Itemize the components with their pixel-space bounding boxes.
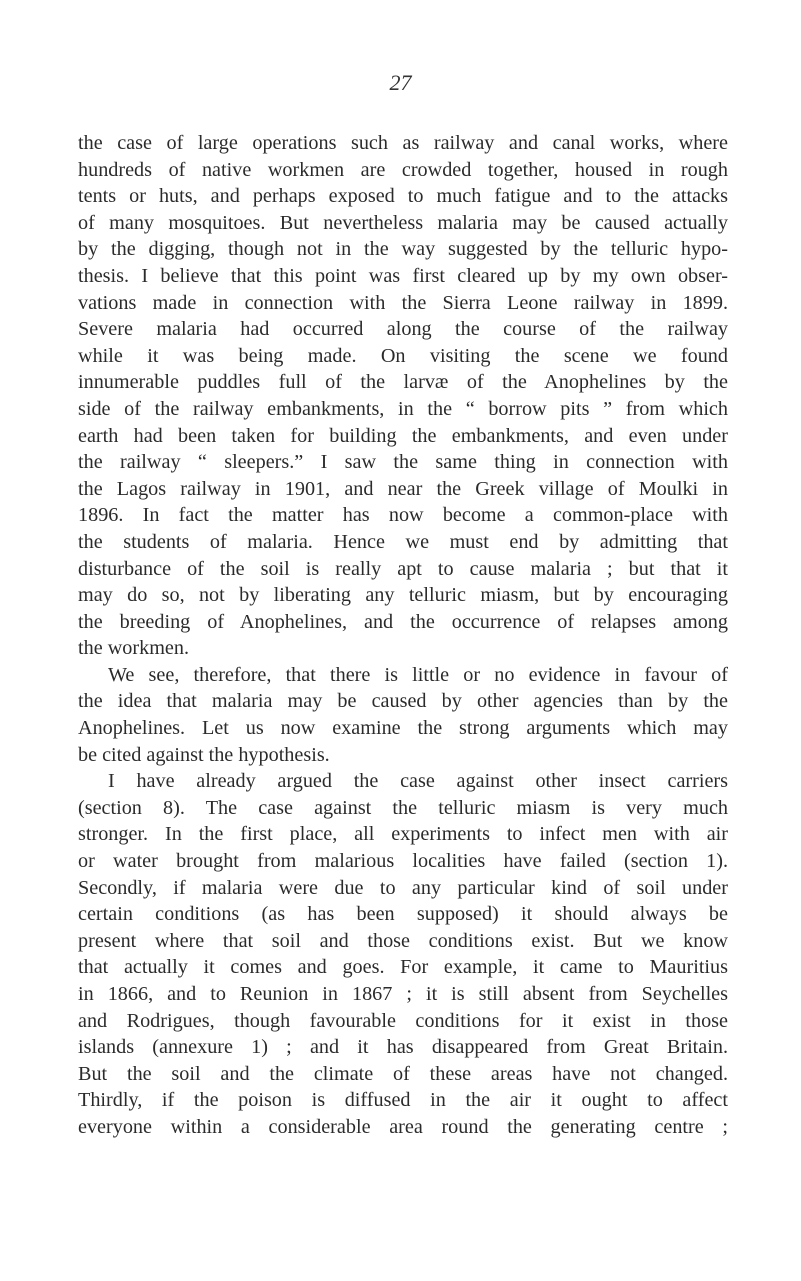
text-line: 1896. In fact the matter has now become a common-place with: [78, 504, 728, 527]
text-line: in 1866, and to Reunion in 1867 ; it is still absent from Seychelles: [78, 983, 728, 1005]
text-line: certain conditions (as has been supposed) it should always be: [78, 903, 728, 926]
text-line: thesis. I believe that this point was first cleared up by my own obser-: [78, 264, 728, 287]
text-line: side of the railway embankments, in the “ borrow pits ” from which: [78, 397, 728, 420]
text-line: innumerable puddles full of the larvæ of the Anophelines by the: [78, 371, 728, 394]
text-line: But the soil and the climate of these areas have not changed.: [78, 1062, 728, 1085]
text-line: that actually it comes and goes. For example, it came to Mauritius: [78, 956, 728, 979]
text-line: the railway “ sleepers.” I saw the same thing in connection with: [78, 451, 728, 474]
text-line: Secondly, if malaria were due to any particular kind of soil under: [78, 876, 728, 899]
text-line: and Rodrigues, though favourable conditions for it exist in those: [78, 1009, 728, 1032]
text-line: or water brought from malarious localities have failed (section 1).: [78, 850, 728, 873]
text-line: We see, therefore, that there is little or no evidence in favour of: [108, 663, 728, 686]
text-line: the case of large operations such as railway and canal works, where: [78, 132, 728, 154]
text-line: the students of malaria. Hence we must end by admitting that: [78, 530, 728, 553]
text-line: present where that soil and those conditions exist. But we know: [78, 929, 728, 952]
text-line: Anophelines. Let us now examine the strong arguments which may: [78, 717, 728, 740]
text-line: earth had been taken for building the embankments, and even under: [78, 424, 728, 447]
text-line: the workmen.: [78, 637, 190, 660]
text-line: hundreds of native workmen are crowded together, housed in rough: [78, 158, 728, 181]
text-line: be cited against the hypothesis.: [78, 743, 330, 766]
body-text: [78, 130, 728, 1141]
text-line: the Lagos railway in 1901, and near the Greek village of Moulki in: [78, 477, 728, 500]
text-line: may do so, not by liberating any telluric miasm, but by encouraging: [78, 584, 728, 607]
text-line: disturbance of the soil is really apt to cause malaria ; but that it: [78, 557, 728, 580]
page-number: 27: [389, 70, 412, 95]
text-line: everyone within a considerable area round the generating centre ;: [78, 1115, 728, 1138]
text-line: the idea that malaria may be caused by other agencies than by the: [78, 690, 728, 713]
text-line: (section 8). The case against the telluric miasm is very much: [78, 796, 728, 819]
text-line: Thirdly, if the poison is diffused in the air it ought to affect: [78, 1089, 728, 1112]
text-line: vations made in connection with the Sierra Leone railway in 1899.: [78, 291, 728, 314]
text-line: I have already argued the case against other insect carriers: [108, 770, 728, 793]
text-line: of many mosquitoes. But nevertheless malaria may be caused actually: [78, 211, 728, 234]
text-line: the breeding of Anophelines, and the occurrence of relapses among: [78, 610, 728, 633]
text-line: stronger. In the first place, all experiments to infect men with air: [78, 823, 728, 846]
text-line: Severe malaria had occurred along the course of the railway: [78, 318, 728, 341]
text-line: tents or huts, and perhaps exposed to much fatigue and to the attacks: [78, 185, 728, 208]
text-line: while it was being made. On visiting the scene we found: [78, 344, 728, 367]
text-line: islands (annexure 1) ; and it has disappeared from Great Britain.: [78, 1036, 728, 1059]
text-line: by the digging, though not in the way suggested by the telluric hypo-: [78, 238, 728, 261]
